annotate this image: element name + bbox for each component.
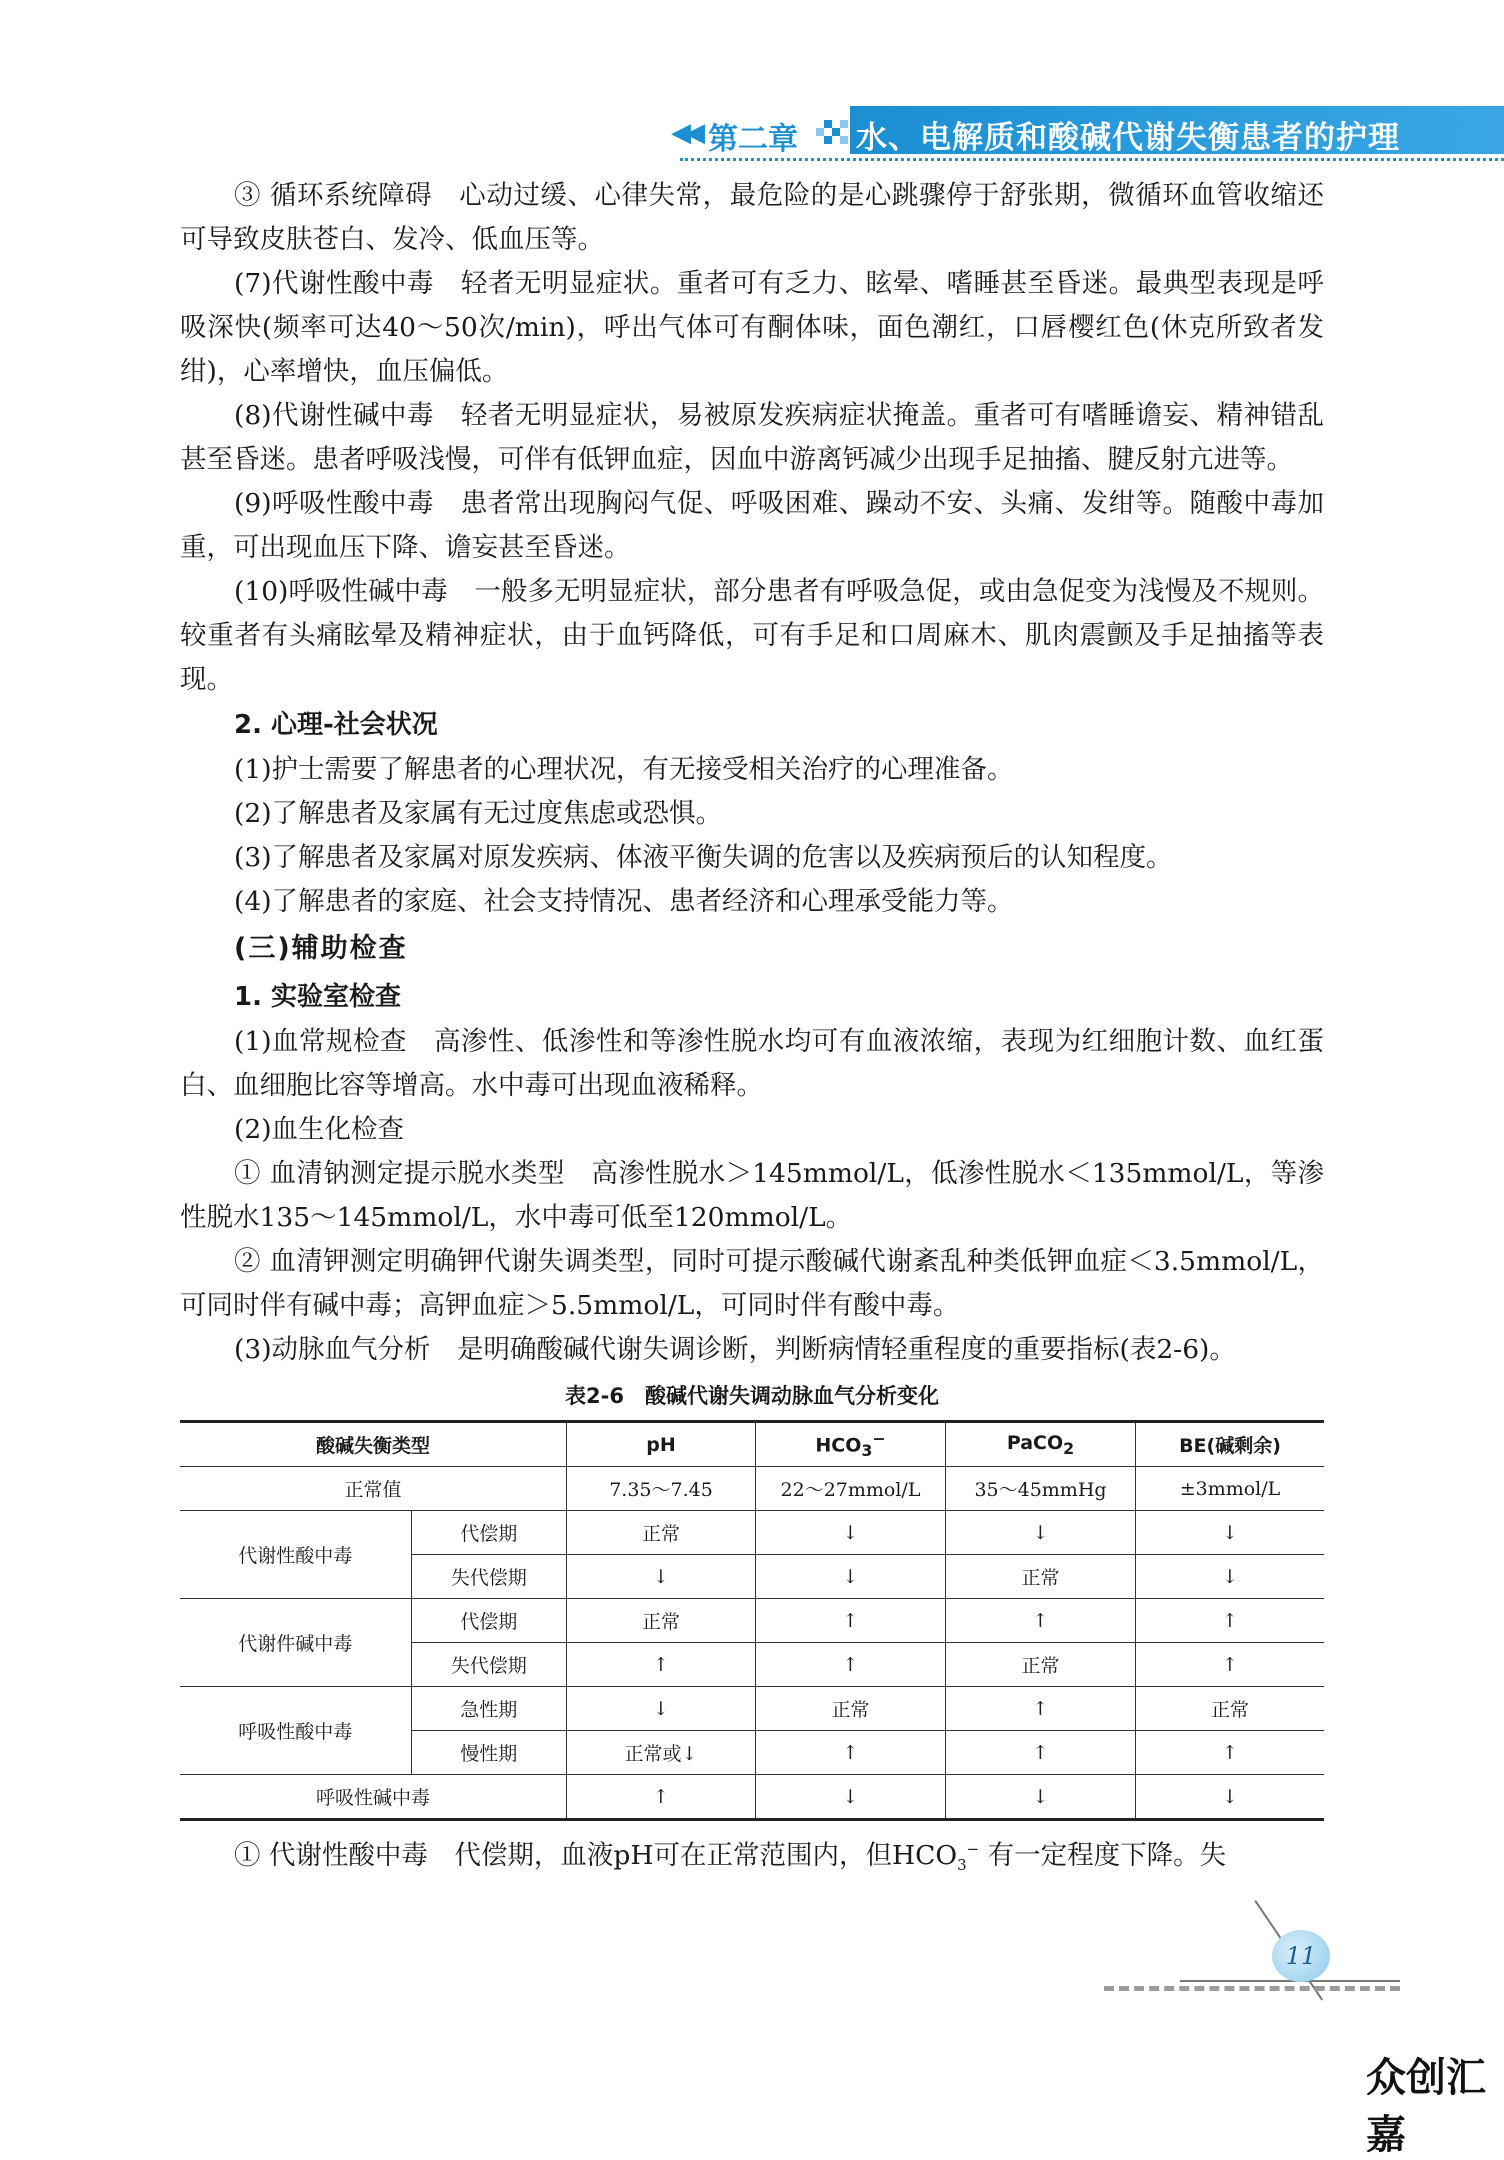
table-row	[180, 1775, 1324, 1820]
paragraph: (2)了解患者及家属有无过度焦虑或恐惧。	[234, 798, 723, 829]
cell-paco2: 正常	[946, 1555, 1136, 1599]
header-dotted-rule	[680, 158, 1504, 161]
cell-be: ↓	[1136, 1775, 1325, 1820]
cell-ph: 正常或↓	[567, 1731, 756, 1775]
header-ph: pH	[567, 1422, 756, 1467]
section-heading: (三)辅助检查	[234, 933, 408, 964]
cell-hco3: ↓	[756, 1555, 946, 1599]
chapter-header	[0, 104, 1504, 164]
section-heading: 2. 心理-社会状况	[234, 710, 438, 740]
table-header-row	[180, 1422, 1324, 1467]
paragraph: ② 血清钾测定明确钾代谢失调类型，同时可提示酸碱代谢紊乱种类低钾血症＜3.5mmol/L，可同时伴有碱中毒；高钾血症＞5.5mmol/L，可同时伴有酸中毒。	[180, 1246, 1324, 1321]
cell-be: ±3mmol/L	[1136, 1467, 1325, 1511]
chapter-label: 第二章	[708, 122, 798, 157]
header-hco3	[756, 1422, 946, 1467]
paragraph: (2)血生化检查	[234, 1114, 405, 1145]
paragraph: (3)了解患者及家属对原发疾病、体液平衡失调的危害以及疾病预后的认知程度。	[234, 842, 1173, 873]
cell-paco2: ↑	[946, 1687, 1136, 1731]
header-be: BE(碱剩余)	[1136, 1422, 1325, 1467]
cell-paco2: ↑	[946, 1599, 1136, 1643]
subsection-heading: 1. 实验室检查	[234, 982, 402, 1012]
paragraph	[180, 1827, 1324, 1887]
header-hco3-sub: 3	[861, 1441, 873, 1461]
cell-hco3: 正常	[756, 1687, 946, 1731]
watermark-logo: 众创汇嘉	[1366, 2055, 1486, 2158]
header-type: 酸碱失衡类型	[180, 1422, 567, 1467]
hco3-sub: 3	[957, 1856, 967, 1875]
blood-gas-table	[180, 1420, 1324, 1821]
paragraph-text: 有一定程度下降。失	[979, 1839, 1227, 1871]
cell-phase: 急性期	[411, 1687, 566, 1731]
cell-paco2: 35～45mmHg	[946, 1467, 1136, 1511]
cell-normal-label: 正常值	[180, 1467, 567, 1511]
paragraph: (7)代谢性酸中毒 轻者无明显症状。重者可有乏力、眩晕、嗜睡甚至昏迷。最典型表现是呼吸深快(频率可达40～50次/min)，呼出气体可有酮体味，面色潮红，口唇樱红色(休克所致者发绀)，心率增快，血压偏低。	[180, 268, 1324, 387]
footer-dashed-rule	[1104, 1986, 1400, 1991]
cell-ph: ↑	[567, 1775, 756, 1820]
paragraph: (3)动脉血气分析 是明确酸碱代谢失调诊断，判断病情轻重程度的重要指标(表2-6)。	[234, 1334, 1236, 1365]
cell-ph: ↓	[567, 1687, 756, 1731]
paragraph: ③ 循环系统障碍 心动过缓、心律失常，最危险的是心跳骤停于舒张期，微循环血管收缩还可导致皮肤苍白、发冷、低血压等。	[180, 180, 1324, 255]
page-number: 11	[1272, 1930, 1330, 1982]
cell-hco3: ↑	[756, 1643, 946, 1687]
chapter-title: 水、电解质和酸碱代谢失衡患者的护理	[856, 120, 1400, 156]
header-paco2-sub: 2	[1063, 1438, 1075, 1458]
cell-paco2: ↓	[946, 1511, 1136, 1555]
header-paco2	[946, 1422, 1136, 1467]
cell-hco3: ↓	[756, 1511, 946, 1555]
paragraph-text: ① 代谢性酸中毒 代偿期，血液pH可在正常范围内，但HCO	[234, 1839, 958, 1871]
page-body	[180, 174, 1324, 1887]
header-hco3-base: HCO	[815, 1434, 862, 1457]
table-row	[180, 1599, 1324, 1643]
cell-hco3: ↑	[756, 1731, 946, 1775]
paragraph: (9)呼吸性酸中毒 患者常出现胸闷气促、呼吸困难、躁动不安、头痛、发绀等。随酸中毒加重，可出现血压下降、谵妄甚至昏迷。	[180, 488, 1324, 563]
paragraph: (8)代谢性碱中毒 轻者无明显症状，易被原发疾病症状掩盖。重者可有嗜睡谵妄、精神错乱甚至昏迷。患者呼吸浅慢，可伴有低钾血症，因血中游离钙减少出现手足抽搐、腱反射亢进等。	[180, 400, 1324, 475]
hco3-sup: −	[966, 1840, 980, 1858]
cell-paco2: 正常	[946, 1643, 1136, 1687]
cell-hco3: ↓	[756, 1775, 946, 1820]
cell-be: ↑	[1136, 1731, 1325, 1775]
cell-hco3: 22～27mmol/L	[756, 1467, 946, 1511]
cell-be: ↓	[1136, 1555, 1325, 1599]
paragraph: (4)了解患者的家庭、社会支持情况、患者经济和心理承受能力等。	[234, 886, 1014, 917]
cell-be: ↑	[1136, 1643, 1325, 1687]
cell-group-name: 代谢件碱中毒	[180, 1599, 411, 1687]
table-row	[180, 1687, 1324, 1731]
cell-be: 正常	[1136, 1687, 1325, 1731]
cell-phase: 代偿期	[411, 1599, 566, 1643]
header-hco3-sup: −	[872, 1428, 886, 1448]
cell-ph: 正常	[567, 1599, 756, 1643]
cell-ph: 7.35～7.45	[567, 1467, 756, 1511]
table-caption: 表2-6 酸碱代谢失调动脉血气分析变化	[565, 1384, 939, 1408]
table-row	[180, 1511, 1324, 1555]
checker-squares-icon	[816, 118, 850, 148]
cell-group-name: 呼吸性酸中毒	[180, 1687, 411, 1775]
cell-phase: 慢性期	[411, 1731, 566, 1775]
paragraph: (1)护士需要了解患者的心理状况，有无接受相关治疗的心理准备。	[234, 754, 1014, 785]
cell-be: ↓	[1136, 1511, 1325, 1555]
cell-phase: 失代偿期	[411, 1555, 566, 1599]
cell-group-name: 呼吸性碱中毒	[180, 1775, 567, 1820]
cell-group-name: 代谢性酸中毒	[180, 1511, 411, 1599]
cell-ph: ↑	[567, 1643, 756, 1687]
paragraph: (1)血常规检查 高渗性、低渗性和等渗性脱水均可有血液浓缩，表现为红细胞计数、血红蛋白、血细胞比容等增高。水中毒可出现血液稀释。	[180, 1026, 1324, 1101]
table-row	[180, 1467, 1324, 1511]
cell-paco2: ↓	[946, 1775, 1136, 1820]
cell-hco3: ↑	[756, 1599, 946, 1643]
header-paco2-base: PaCO	[1006, 1431, 1064, 1454]
paragraph: (10)呼吸性碱中毒 一般多无明显症状，部分患者有呼吸急促，或由急促变为浅慢及不规则。较重者有头痛眩晕及精神症状，由于血钙降低，可有手足和口周麻木、肌肉震颤及手足抽搐等表现。	[180, 576, 1324, 695]
cell-phase: 代偿期	[411, 1511, 566, 1555]
cell-phase: 失代偿期	[411, 1643, 566, 1687]
double-chevron-left-icon: ◀◀	[671, 118, 699, 148]
paragraph: ① 血清钠测定提示脱水类型 高渗性脱水＞145mmol/L，低渗性脱水＜135mmol/L，等渗性脱水135～145mmol/L，水中毒可低至120mmol/L。	[180, 1158, 1324, 1233]
cell-ph: ↓	[567, 1555, 756, 1599]
cell-paco2: ↑	[946, 1731, 1136, 1775]
cell-be: ↑	[1136, 1599, 1325, 1643]
cell-ph: 正常	[567, 1511, 756, 1555]
